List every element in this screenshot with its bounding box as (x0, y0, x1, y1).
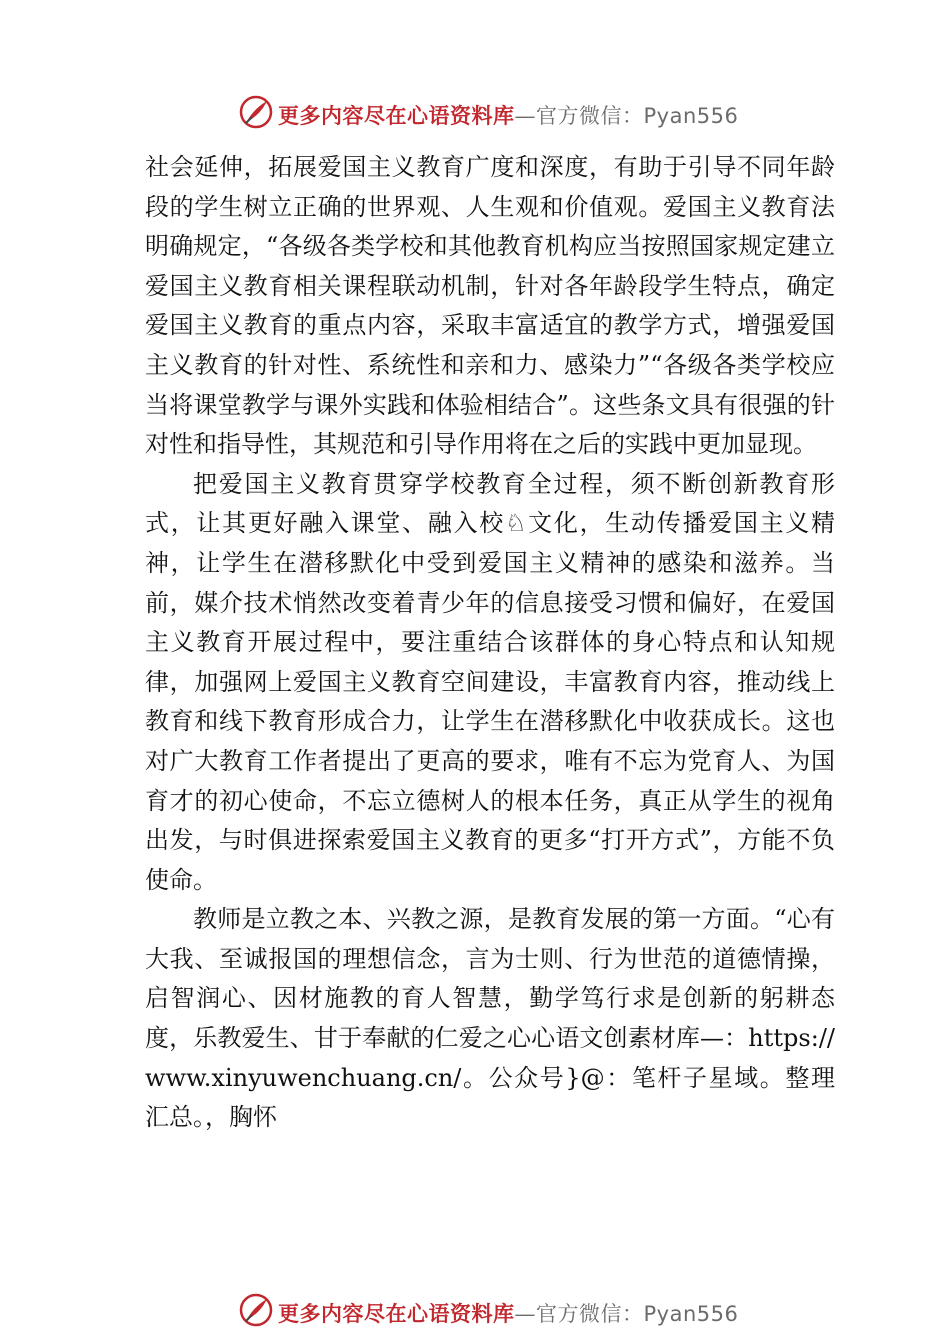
header-watermark (0, 92, 950, 132)
watermark-text (278, 100, 738, 130)
paragraph-2: 把爱国主义教育贯穿学校教育全过程，须不断创新教育形式，让其更好融入课堂、融入校♘文化，生动传播爱国主义精神，让学生在潜移默化中受到爱国主义精神的感染和滋养。当前，媒介技术悄然改变着青少年的信息接受习惯和偏好，在爱国主义教育开展过程中，要注重结合该群体的身心特点和认知规律，加强网上爱国主义教育空间建设，丰富教育内容，推动线上教育和线下教育形成合力，让学生在潜移默化中收获成长。这也对广大教育工作者提出了更高的要求，唯有不忘为党育人、为国育才的初心使命，不忘立德树人的根本任务，真正从学生的视角出发，与时俱进探索爱国主义教育的更多“打开方式”，方能不负使命。 (145, 469, 835, 894)
watermark-text (278, 1298, 738, 1328)
watermark-brand: 更多内容尽在心语资料库 (278, 1301, 515, 1326)
watermark-separator: — (514, 104, 536, 128)
watermark-contact: 官方微信：Pyan556 (536, 104, 739, 128)
watermark-brand: 更多内容尽在心语资料库 (278, 103, 515, 128)
document-body (145, 148, 835, 1138)
quill-logo-icon (238, 1292, 274, 1328)
watermark-separator: — (514, 1302, 536, 1326)
watermark-contact: 官方微信：Pyan556 (536, 1302, 739, 1326)
paragraph-1: 社会延伸，拓展爱国主义教育广度和深度，有助于引导不同年龄段的学生树立正确的世界观、人生观和价值观。爱国主义教育法明确规定，“各级各类学校和其他教育机构应当按照国家规定建立爱国主义教育相关课程联动机制，针对各年龄段学生特点，确定爱国主义教育的重点内容，采取丰富适宜的教学方式，增强爱国主义教育的针对性、系统性和亲和力、感染力”“各级各类学校应当将课堂教学与课外实践和体验相结合”。这些条文具有很强的针对性和指导性，其规范和引导作用将在之后的实践中更加显现。 (145, 153, 835, 459)
quill-logo-icon (238, 94, 274, 130)
footer-watermark (0, 1290, 950, 1330)
paragraph-3: 教师是立教之本、兴教之源，是教育发展的第一方面。“心有大我、至诚报国的理想信念，言为士则、行为世范的道德情操，启智润心、因材施教的育人智慧，勤学笃行求是创新的躬耕态度，乐教爱生、甘于奉献的仁爱之心心语文创素材库—：https://www.xinyuwenchuang.cn/。公众号}@：笔杆子星域。整理汇总。，胸怀 (145, 905, 835, 1132)
